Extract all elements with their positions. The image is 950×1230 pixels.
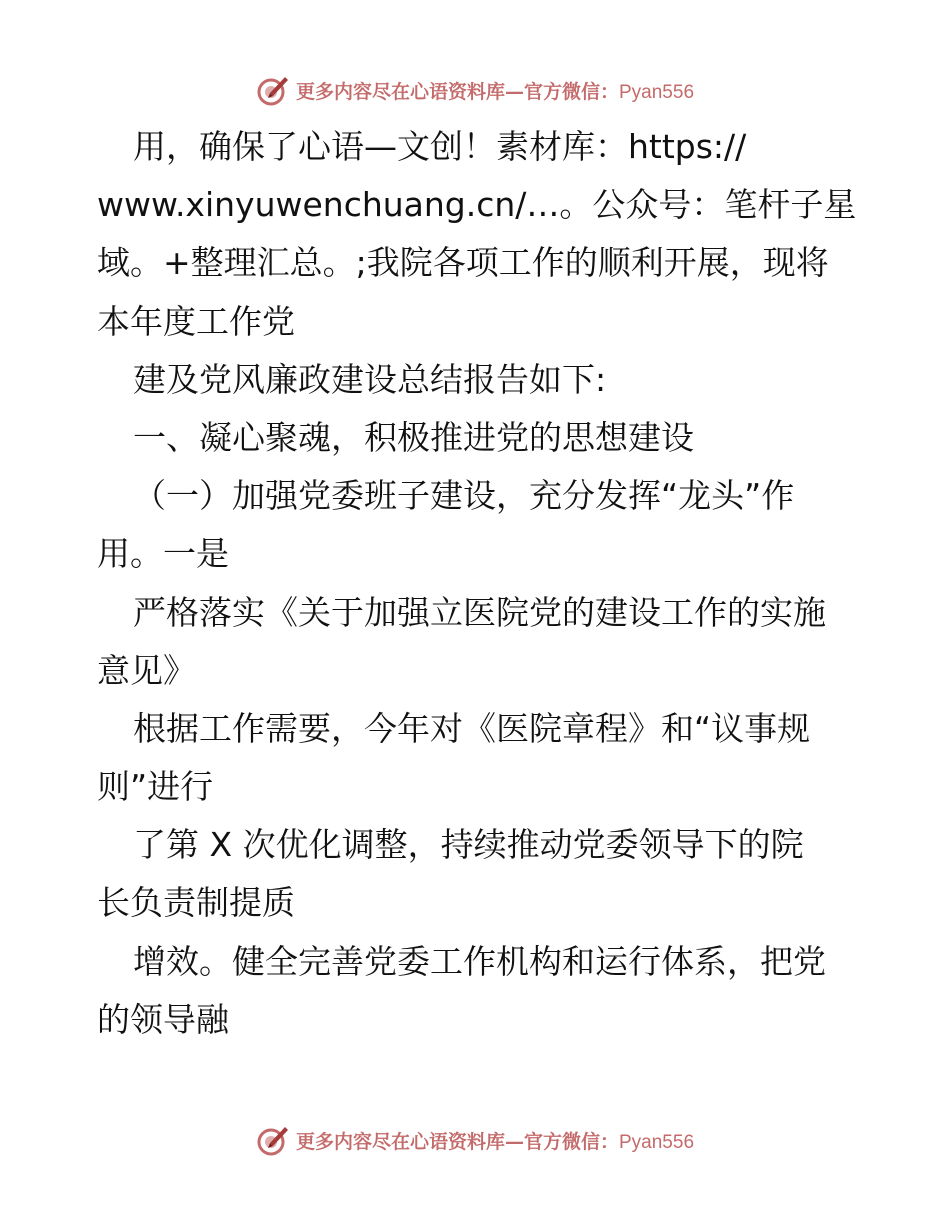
footer-watermark xyxy=(0,1120,950,1160)
text-line: 的领导融 xyxy=(97,999,229,1039)
pen-logo-icon xyxy=(256,1123,290,1157)
watermark-brand: Pyan556 xyxy=(619,81,695,103)
pen-logo-icon xyxy=(256,73,290,107)
document-body xyxy=(97,118,857,1049)
text-line: 则”进行 xyxy=(97,767,214,807)
text-line: 域。+整理汇总。;我院各项工作的顺利开展，现将 xyxy=(97,243,829,283)
text-line: （一）加强党委班子建设，充分发挥“龙头”作 xyxy=(133,476,795,516)
header-watermark xyxy=(0,70,950,110)
watermark-text: 更多内容尽在心语资料库—官方微信：Pyan556 xyxy=(295,80,695,103)
text-line: 一、凝心聚魂，积极推进党的思想建设 xyxy=(133,417,694,457)
text-line: 用，确保了心语—文创！素材库：https:// xyxy=(133,127,747,166)
text-line: 长负责制提质 xyxy=(97,883,295,923)
text-line: 根据工作需要，今年对《医院章程》和“议事规 xyxy=(133,708,811,748)
text-line: 严格落实《关于加强立医院党的建设工作的实施 xyxy=(133,592,826,632)
text-line: www.xinyuwenchuang.cn/…。公众号：笔杆子星 xyxy=(97,185,857,225)
text-line: 了第 X 次优化调整，持续推动党委领导下的院 xyxy=(133,825,804,865)
text-line: 意见》 xyxy=(97,650,196,690)
text-line: 本年度工作党 xyxy=(97,301,295,341)
watermark-text: 更多内容尽在心语资料库—官方微信：Pyan556 xyxy=(295,1130,695,1153)
watermark-brand: Pyan556 xyxy=(619,1131,695,1153)
text-line: 建及党风廉政建设总结报告如下: xyxy=(133,359,607,399)
text-line: 用。一是 xyxy=(97,534,229,574)
text-line: 增效。健全完善党委工作机构和运行体系，把党 xyxy=(133,941,826,981)
